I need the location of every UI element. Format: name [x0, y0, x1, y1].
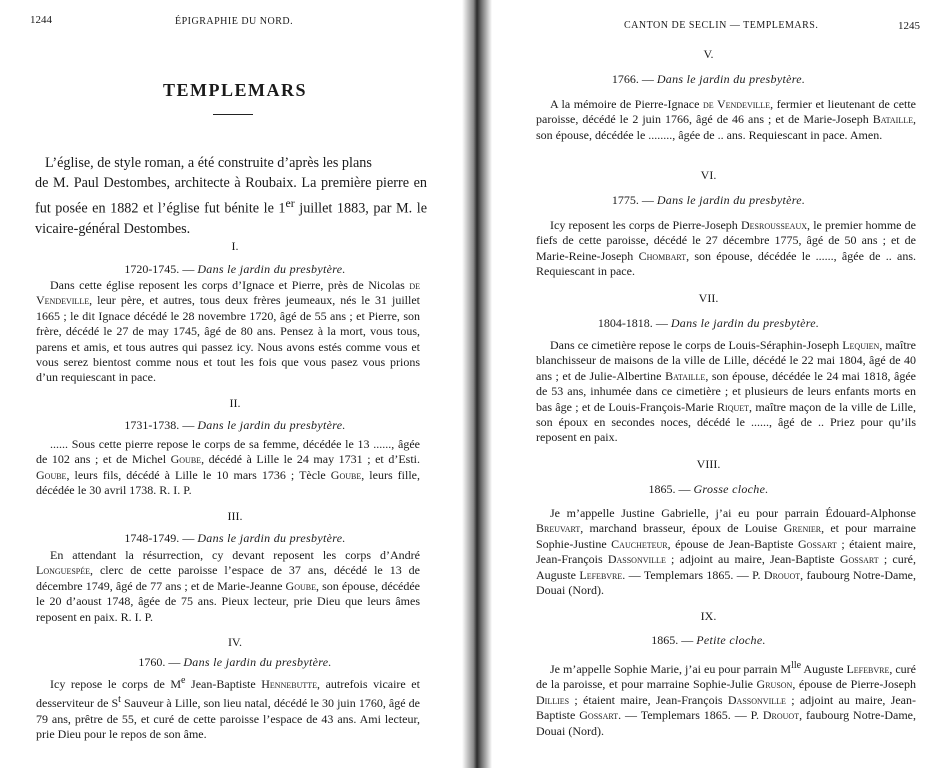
section-text: En attendant la résurrection, cy devant reposent les corps d’André Longuespée, clerc de cette paroisse l’espace de 37 ans, décédé le 13 de décembre 1749, âgé de 77 ans ; et de Marie-Jeanne Goube, son épouse, décédée le 20 d’aoust 1748, âgée de 75 ans. Pieux lecteur, prie Dieu que leurs âmes reposent en paix. R. I. P.: [36, 548, 420, 624]
section-text: Dans cette église reposent les corps d’Ignace et Pierre, près de Nicolas de Vendeville, leur père, et autres, tous deux frères jeumeaux, nés le 31 juillet 1665 ; le dit Ignace décédé le 28 novembre 1720, âgé de 55 ans ; et Pierre, son frère, décédé le 27 de may 1745, âgé de 80 ans. Pensez à la mort, vous tous, parens et amis, et tous autres qui passez icy. Nous avons estés comme vous et vous serez bientost comme nous et tout les fois que vous pasez vous prions d’un requiescant in pace.: [36, 278, 420, 385]
section-numeral: II.: [229, 396, 241, 410]
section-heading: 1720-1745. — Dans le jardin du presbytère.: [124, 262, 346, 276]
section-text: Icy reposent les corps de Pierre-Joseph Desrousseaux, le premier homme de fiefs de cette paroisse, décédé le 27 décembre 1775, âgé de 50 ans ; et de Marie-Reine-Joseph Chombart, son épouse, décédée le ......, âgée de .. ans. Requiescant in pace.: [536, 218, 917, 279]
section-heading: 1766. — Dans le jardin du presbytère.: [611, 72, 806, 86]
section-text: A la mémoire de Pierre-Ignace de Vendeville, fermier et lieutenant de cette paroisse, décédé le 2 juin 1766, âgé de 46 ans ; et de Marie-Joseph Bataille, son épouse, décédée le ........, âgée de .. ans. Requiescant in pace. Amen.: [536, 97, 917, 142]
section-text: Dans ce cimetière repose le corps de Louis-Séraphin-Joseph Lequien, maître blanchisseur de maisons de la ville de Lille, décédé le 22 mai 1804, âgé de 40 ans ; et de Julie-Albertine Bataille, son épouse, décédée le 24 mai 1818, âgée de 53 ans, inhumée dans ce cimetière ; et plusieurs de leurs enfants morts en bas âge ; et de Louis-François-Marie Riquet, maître maçon de la ville de Lille, son époux en secondes noces, décédé le ......, âgé de .. Priez pour qu’ils reposent en paix.: [536, 338, 917, 445]
section-numeral: VI.: [700, 168, 717, 182]
section-numeral: III.: [227, 509, 243, 523]
section-numeral: IX.: [700, 609, 717, 623]
section-text: Icy repose le corps de Me Jean-Baptiste Hennebutte, autrefois vicaire et desserviteur de $S^t$ Sauveur à Lille, son lieu natal, décédé le 30 juin 1760, âgé de 79 ans, prêtre de 55, et curé de cette paroisse l’espace de 43 ans. Ami lecteur, prie Dieu pour le repos de son âme.: [36, 675, 420, 742]
section-numeral: VII.: [698, 291, 719, 305]
section-heading: 1731-1738. — Dans le jardin du presbytère.: [124, 418, 346, 432]
page-number-right: 1245: [898, 20, 920, 32]
page-number-left: 1244: [30, 14, 52, 26]
page-title: TEMPLEMARS: [162, 80, 307, 100]
intro-paragraph: L’église, de style roman, a été construite d’après les plans de M. Paul Destombes, architecte à Roubaix. La première pierre en fut posée en 1882 et l’église fut bénite le 1er juillet 1883, par M. le vicaire-général Destombes.: [35, 155, 428, 237]
section-heading: 1865. — Petite cloche.: [651, 633, 766, 647]
section-heading: 1748-1749. — Dans le jardin du presbytère.: [124, 531, 346, 545]
section-numeral: I.: [231, 239, 239, 253]
running-head-left: ÉPIGRAPHIE DU NORD.: [175, 16, 294, 27]
section-heading: 1775. — Dans le jardin du presbytère.: [611, 193, 806, 207]
section-numeral: VIII.: [696, 457, 721, 471]
section-text: Je m’appelle Justine Gabrielle, j’ai eu pour parrain Édouard-Alphonse Breuvart, marchand brasseur, époux de Louise Grenier, et pour marraine Sophie-Justine Caucheteur, épouse de Jean-Baptiste Gossart ; étaient maire, Jean-François Dassonville ; adjoint au maire, Jean-Baptiste Gossart ; curé, Auguste Lefebvre. — Templemars 1865. — P. Drouot, faubourg Notre-Dame, Douai (Nord).: [536, 506, 917, 598]
section-numeral: V.: [703, 47, 714, 61]
section-text: Je m’appelle Sophie Marie, j’ai eu pour parrain $M^{lle}$ Auguste Lefebvre, curé de la paroisse, et pour marraine Sophie-Julie Gruson, épouse de Pierre-Joseph Dillies ; étaient maire, Jean-François Dassonville ; adjoint au maire, Jean-Baptiste Gossart. — Templemars 1865. — P. Drouot, faubourg Notre-Dame, Douai (Nord).: [536, 660, 917, 738]
title-rule: [213, 114, 253, 115]
section-text: ...... Sous cette pierre repose le corps de sa femme, décédée le 13 ......, âgée de 102 ans ; et de Michel Goube, décédé à Lille le 24 may 1731 ; et d’Esti. Goube, leurs fils, décédé à Lille le 10 mars 1736 ; Tècle Goube, leurs fille, décédée le 30 avril 1738. R. I. P.: [36, 437, 420, 498]
section-heading: 1865. — Grosse cloche.: [648, 482, 769, 496]
right-page: [478, 0, 939, 768]
section-numeral: IV.: [227, 635, 243, 649]
running-head-right: CANTON DE SECLIN — TEMPLEMARS.: [624, 20, 819, 31]
section-heading: 1804-1818. — Dans le jardin du presbytère.: [597, 316, 820, 330]
section-heading: 1760. — Dans le jardin du presbytère.: [138, 655, 332, 669]
